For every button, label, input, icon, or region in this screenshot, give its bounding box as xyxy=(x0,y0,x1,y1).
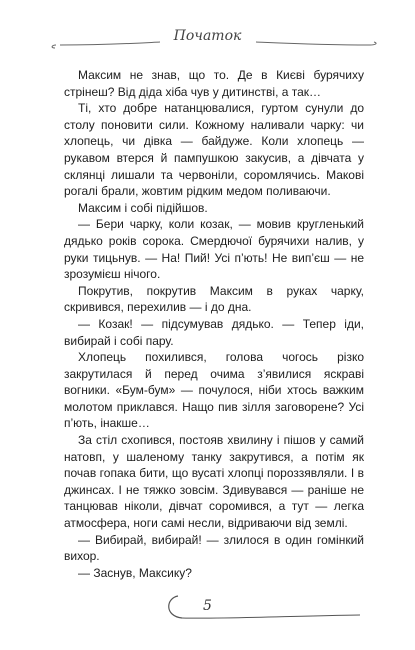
paragraph: Хлопець похилився, голова чогось різко закрутилася й перед очима з’явилися яскраві вогники. «Бум-бум» — почулося, ніби хтось важким молотом приклався. Нащо пив зілля заговорене? Усі п’ють, інакше… xyxy=(64,350,364,431)
paragraph: — Бери чарку, коли козак, — мовив кругленький дядько років сорока. Смердючої бурячихи налив, у руки тицьнув. — На! Пий! Усі п’ють! Не вип’єш — не зрозумієш нічого. xyxy=(64,217,364,282)
paragraph: Покрутив, покрутив Максим в руках чарку, скривився, перехилив — і до дна. xyxy=(64,283,364,315)
paragraph: — Вибирай, вибирай! — злилося в один гомінкий вихор. xyxy=(64,532,364,564)
page-footer xyxy=(0,588,415,628)
running-header-title: Початок xyxy=(173,28,242,44)
paragraph: Ті, хто добре натанцювалися, гуртом сунули до столу поновити сили. Кожному наливали чарку: чи хлопець, чи дівка — байдуже. Коли хлопець — рукавом втерся й пампушкою закусив, а дівчата у склянці лишали та червоніли, соромлячись. Макові рогалі брали, жовтим рідким медом поливаючи. xyxy=(64,101,364,199)
paragraph: За стіл схопився, постояв хвилину і пішов у самий натовп, у шаленому танку закрутився, а потім як почав гопака бити, що вусаті хлопці пороззявляли. І в джинсах. І не тяжко зовсім. Здивувався — раніше не танцював ніколи, дівчат соромився, а тут — легка атмосфера, ноги самі несли, відриваючи від землі. xyxy=(64,433,364,531)
running-header xyxy=(0,18,415,58)
paragraph: Максим і собі підійшов. xyxy=(78,200,208,215)
page-number: 5 xyxy=(203,598,212,614)
paragraph: — Заснув, Максику? xyxy=(78,565,192,580)
paragraph: Максим не знав, що то. Де в Києві бурячиху стрінеш? Від діда хіба чув у дитинстві, а так… xyxy=(64,68,364,99)
page-body xyxy=(64,67,364,581)
paragraph: — Козак! — підсумував дядько. — Тепер іди, вибирай і собі пару. xyxy=(64,316,364,348)
